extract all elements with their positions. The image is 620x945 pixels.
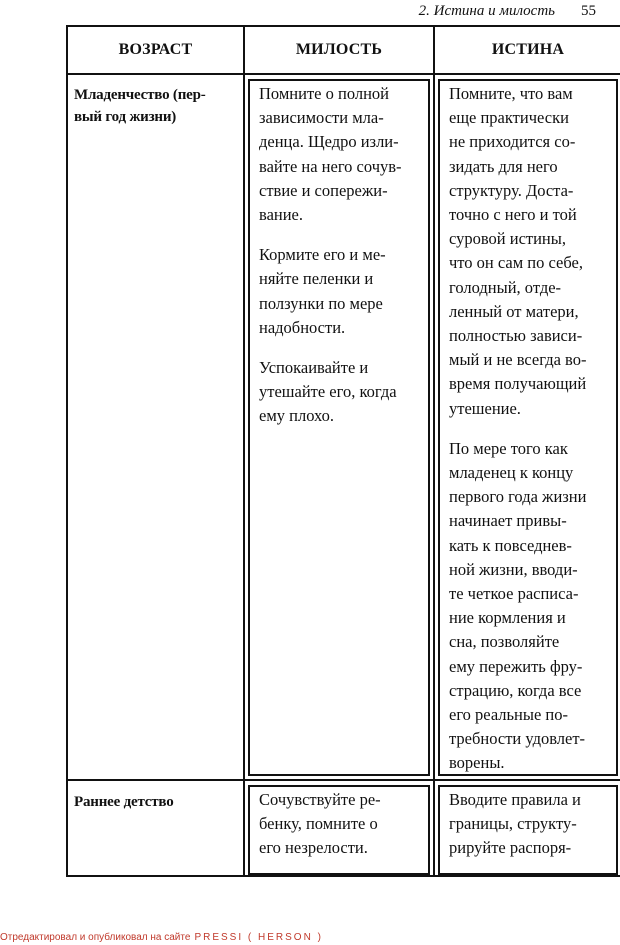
text-line: кать к повседнев-: [449, 535, 572, 555]
text-line: сна, позволяйте: [449, 632, 560, 652]
footer-credit: [0, 931, 323, 945]
text-line: его незрелости.: [259, 838, 368, 858]
text-line: ползунки по мере: [259, 293, 383, 313]
text-line: зависимости мла-: [259, 108, 384, 128]
text-line: что он сам по себе,: [449, 253, 583, 273]
paragraph: [259, 788, 431, 861]
text-line: ленный от матери,: [449, 301, 579, 321]
header-truth: ИСТИНА: [491, 41, 565, 58]
header-mercy: МИЛОСТЬ: [295, 41, 383, 58]
text-line: Раннее детство: [74, 794, 174, 810]
footer-brand: PRESSI ( HERSON ): [194, 932, 323, 943]
footer-text: Отредактировал и опубликовал на сайте: [0, 932, 191, 943]
paragraph: [259, 243, 431, 340]
column-divider-2: [433, 27, 435, 875]
paragraph: [259, 82, 431, 227]
column-divider-1: [243, 27, 245, 875]
row-2-truth: [449, 788, 619, 877]
text-line: ему пережить фру-: [449, 656, 583, 676]
text-line: няйте пеленки и: [259, 269, 374, 289]
text-line: Кормите его и ме-: [259, 245, 386, 265]
text-line: суровой истины,: [449, 229, 566, 249]
text-line: ной жизни, вводи-: [449, 559, 578, 579]
text-line: вый год жизни): [74, 109, 177, 125]
text-line: рируйте распоря-: [449, 838, 572, 858]
text-line: ворены.: [449, 753, 505, 773]
text-line: Младенчество (пер-: [74, 87, 206, 103]
text-line: первого года жизни: [449, 487, 587, 507]
text-line: надобности.: [259, 317, 346, 337]
text-line: страцию, когда все: [449, 680, 582, 700]
text-line: голодный, отде-: [449, 277, 562, 297]
header-age: ВОЗРАСТ: [118, 41, 193, 58]
header-divider: [68, 73, 620, 75]
text-line: утешайте его, когда: [259, 382, 397, 402]
chapter-title: 2. Истина и милость: [418, 3, 555, 19]
text-line: По мере того как: [449, 438, 568, 458]
paragraph: [449, 82, 619, 421]
text-line: Помните, что вам: [449, 84, 573, 103]
text-line: Сочувствуйте ре-: [259, 790, 381, 809]
row-1-age: [74, 84, 239, 128]
page-number: 55: [581, 3, 596, 19]
text-line: время получающий: [449, 374, 587, 394]
text-line: Вводите правила и: [449, 790, 581, 809]
text-line: бенку, помните о: [259, 814, 378, 834]
text-line: не приходится со-: [449, 132, 576, 152]
text-line: те четкое расписа-: [449, 584, 579, 604]
text-line: вание.: [259, 205, 304, 225]
text-line: ему плохо.: [259, 406, 335, 426]
text-line: требности удовлет-: [449, 729, 586, 749]
row-1-truth: [449, 82, 619, 792]
text-line: начинает привы-: [449, 511, 567, 531]
text-line: денца. Щедро изли-: [259, 132, 399, 152]
text-line: границы, структу-: [449, 814, 577, 834]
row-2-mercy: [259, 788, 431, 877]
text-line: ствие и сопережи-: [259, 180, 388, 200]
text-line: точно с него и той: [449, 205, 577, 225]
age-table: [66, 25, 620, 877]
text-line: утешение.: [449, 398, 521, 418]
text-line: еще практически: [449, 108, 569, 128]
text-line: структуру. Доста-: [449, 180, 574, 200]
text-line: его реальные по-: [449, 705, 568, 725]
paragraph: [259, 356, 431, 429]
text-line: младенец к концу: [449, 463, 574, 483]
row-2-age: [74, 791, 239, 813]
text-line: вайте на него сочув-: [259, 156, 402, 176]
text-line: мый и не всегда во-: [449, 350, 587, 370]
text-line: полностью зависи-: [449, 326, 583, 346]
text-line: Помните о полной: [259, 84, 389, 103]
text-line: Успокаивайте и: [259, 358, 369, 378]
running-head: [419, 0, 596, 24]
text-line: ние кормления и: [449, 608, 566, 628]
text-line: зидать для него: [449, 156, 558, 176]
paragraph: [449, 788, 619, 861]
row-1-mercy: [259, 82, 431, 445]
paragraph: [449, 437, 619, 776]
